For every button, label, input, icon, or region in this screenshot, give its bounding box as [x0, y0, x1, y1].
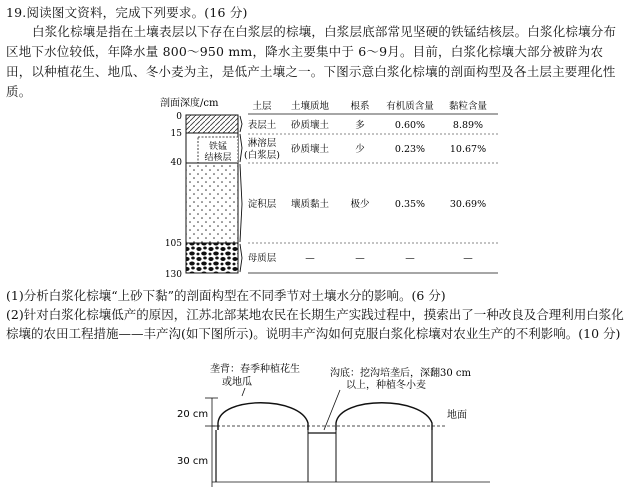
row3-organic: 0.35%: [394, 199, 426, 210]
layer-braces: [240, 116, 242, 272]
question-stem-text: 阅读图文资料，完成下列要求。(16 分): [26, 5, 248, 20]
soil-profile-figure: [160, 96, 500, 282]
dim-upper-label: 20 cm: [177, 409, 209, 420]
th-roots: 根系: [350, 101, 370, 112]
th-layer: 土层: [252, 101, 272, 112]
sub-question-2: (2)针对白浆化棕壤低产的原因，江苏北部某地农民在长期生产实践过程中，摸索出了一种改良及合理利用白浆化棕壤的农田工程措施——丰产沟(如下图所示)。说明丰产沟如何克服白浆化棕壤对农业生产的不利影响。(10 分): [6, 307, 624, 341]
question-paragraph: [6, 22, 626, 102]
row2-organic: 0.23%: [394, 144, 426, 155]
ridge-label-line2: 或地瓜: [222, 377, 252, 388]
layer-topsoil: [186, 115, 238, 133]
layer-illuvial: [186, 163, 238, 243]
layer-parent: [186, 243, 238, 273]
row1-roots: 多: [355, 120, 365, 131]
question-number: 19.: [6, 5, 27, 20]
row2-texture: 砂质壤土: [290, 144, 330, 155]
th-organic: 有机质含量: [386, 101, 434, 112]
row1-clay: 8.89%: [452, 120, 484, 131]
row4-roots: —: [355, 253, 365, 264]
row3-roots: 极少: [350, 199, 370, 210]
ditch-figure: [150, 360, 490, 487]
trench-label-line1: 沟底：挖沟培垄后，深翻30 cm: [330, 368, 471, 379]
depth-tick-105: 105: [164, 239, 182, 249]
table-rules: [248, 114, 498, 273]
paragraph-text: 白浆化棕壤是指在土壤表层以下存在白浆层的棕壤，白浆层底部常见坚硬的铁锰结核层。白浆化棕壤分布区地下水位较低，年降水量 800～950 mm，降水主要集中于 6～9月。目前，白浆化棕壤大部分被辟为农田，以种植花生、地瓜、冬小麦为主，是低产土壤之一。下图示意白浆化棕壤的剖面构型及各土层主要理化性质。: [6, 24, 617, 99]
row2-clay: 10.67%: [449, 144, 487, 155]
property-table: [244, 100, 487, 264]
depth-tick-15: 15: [170, 129, 182, 139]
depth-tick-0: 0: [176, 112, 182, 122]
row4-layer: 母质层: [247, 253, 277, 264]
dim-lower-label: 30 cm: [177, 456, 209, 467]
row4-organic: —: [405, 253, 415, 264]
depth-tick-130: 130: [164, 270, 182, 280]
row3-clay: 30.69%: [449, 199, 487, 210]
sub-question-1: (1)分析白浆化棕壤“上砂下黏”的剖面构型在不同季节对土壤水分的影响。(6 分): [6, 288, 446, 303]
th-clay: 黏粒含量: [448, 101, 488, 112]
ridge-label-line1: 垄背：春季种植花生: [210, 364, 300, 375]
trench: [308, 430, 336, 482]
question-stem: [6, 3, 628, 23]
row4-clay: —: [463, 253, 473, 264]
nodule-label-line2: 结核层: [204, 153, 232, 163]
soil-column: [186, 115, 238, 273]
row1-organic: 0.60%: [394, 120, 426, 131]
row2-layer-line2: (白浆层): [244, 150, 280, 161]
row3-layer: 淀积层: [247, 199, 277, 210]
nodule-label-line1: 铁锰: [208, 142, 228, 152]
row2-roots: 少: [355, 144, 365, 155]
row1-layer: 表层土: [247, 120, 277, 131]
row3-texture: 壤质黏土: [290, 199, 330, 210]
depth-tick-40: 40: [170, 158, 182, 168]
th-texture: 土壤质地: [290, 101, 330, 112]
row4-texture: —: [305, 253, 315, 264]
depth-axis-title: 剖面深度/cm: [160, 98, 219, 109]
trench-label-line2: 以上，种植冬小麦: [346, 380, 426, 391]
row1-texture: 砂质壤土: [290, 120, 330, 131]
row2-layer-line1: 淋溶层: [247, 138, 277, 149]
ground-label: 地面: [447, 410, 467, 421]
